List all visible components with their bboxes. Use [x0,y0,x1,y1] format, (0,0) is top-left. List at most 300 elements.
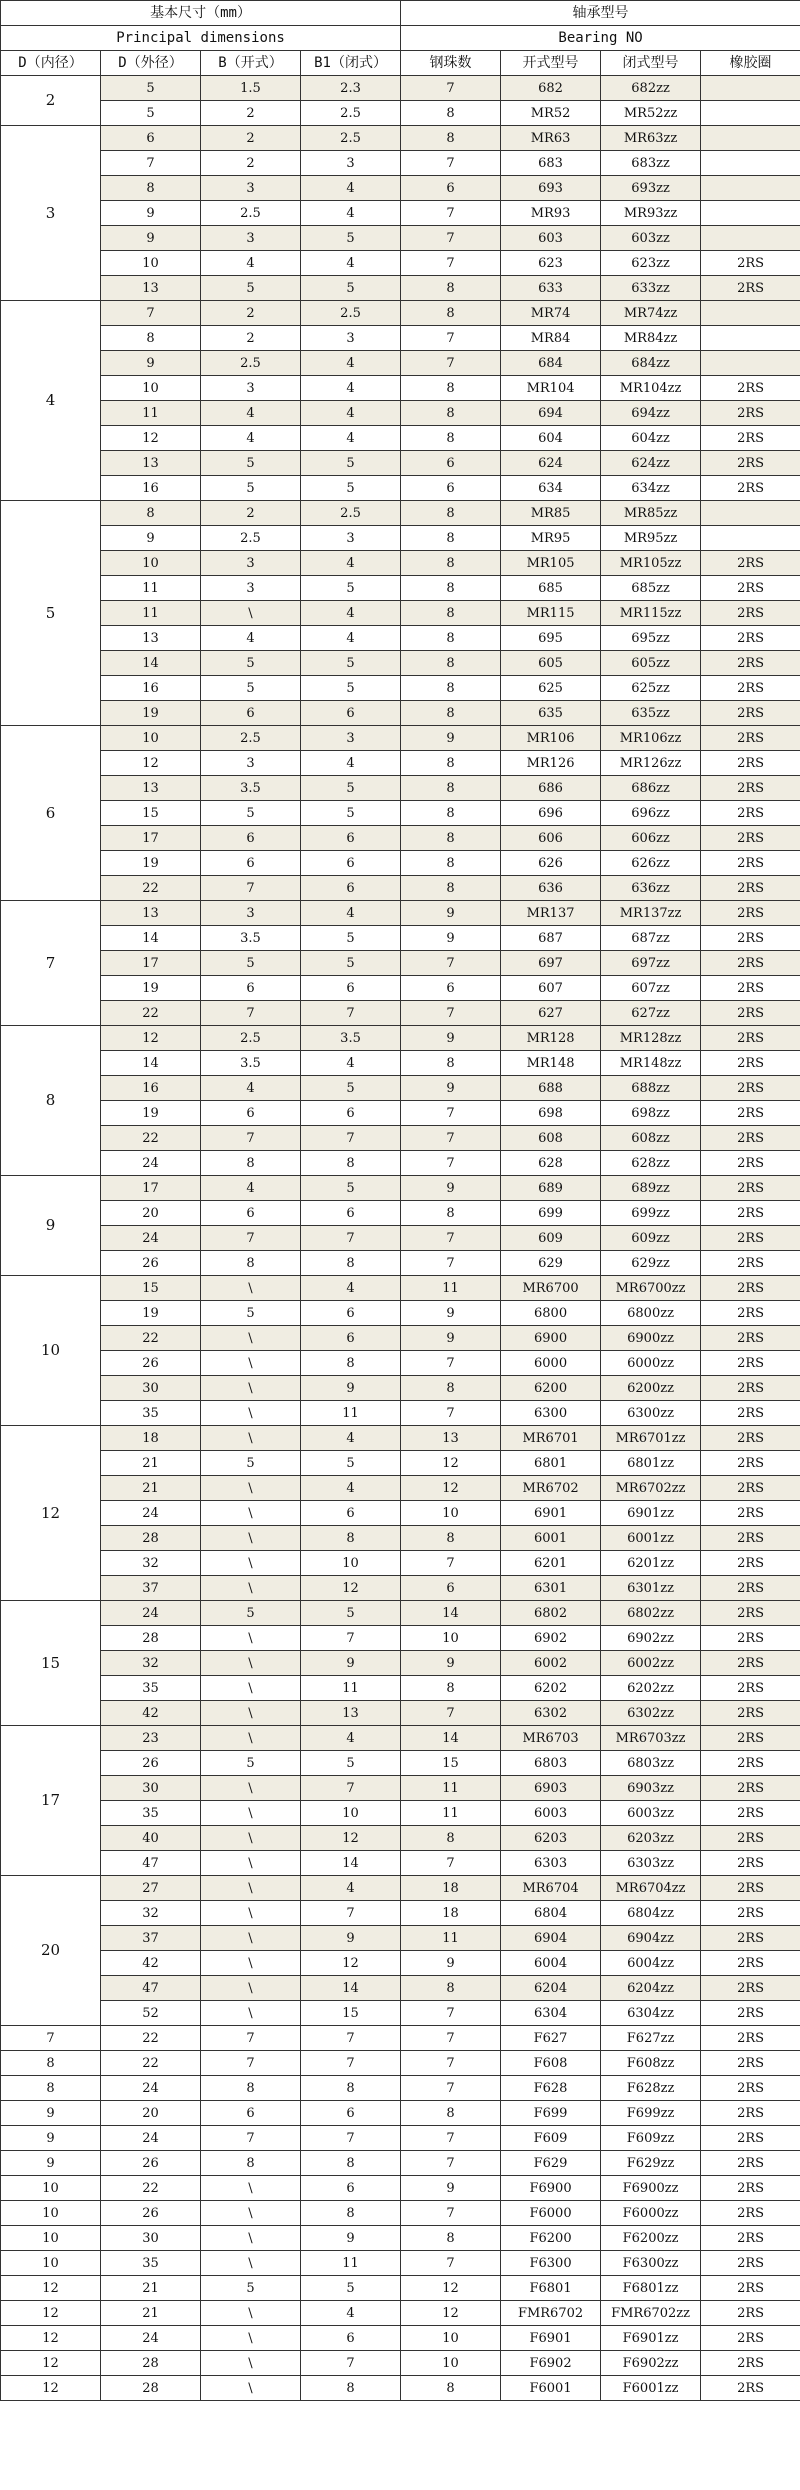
open-model-cell: MR6704 [501,1876,601,1901]
ball-count-cell: 8 [401,701,501,726]
closed-model-cell: 6303zz [601,1851,701,1876]
width-closed-cell: 5 [301,476,401,501]
ball-count-cell: 10 [401,1501,501,1526]
ball-count-cell: 8 [401,826,501,851]
ball-count-cell: 7 [401,2001,501,2026]
outer-diameter-cell: 22 [101,1126,201,1151]
ball-count-cell: 18 [401,1901,501,1926]
width-closed-cell: 4 [301,1276,401,1301]
outer-diameter-cell: 11 [101,576,201,601]
table-row [1,576,800,601]
open-model-cell: 6003 [501,1801,601,1826]
open-model-cell: 6301 [501,1576,601,1601]
rubber-seal-cell: 2RS [701,1426,800,1451]
width-open-cell: 3 [201,576,301,601]
width-open-cell: 4 [201,251,301,276]
width-open-cell: 3 [201,901,301,926]
table-row [1,251,800,276]
rubber-seal-cell: 2RS [701,2176,800,2201]
width-open-cell: 7 [201,2026,301,2051]
table-row [1,526,800,551]
width-closed-cell: 4 [301,351,401,376]
width-closed-cell: 5 [301,2276,401,2301]
width-open-cell: 5 [201,1451,301,1476]
table-row [1,1176,800,1201]
width-closed-cell: 4 [301,1876,401,1901]
outer-diameter-cell: 24 [101,1501,201,1526]
width-closed-cell: 7 [301,1776,401,1801]
outer-diameter-cell: 19 [101,1301,201,1326]
width-open-cell: \ [201,2201,301,2226]
table-row [1,2301,800,2326]
rubber-seal-cell: 2RS [701,676,800,701]
inner-diameter-cell: 12 [1,2326,101,2351]
rubber-seal-cell: 2RS [701,1976,800,2001]
width-closed-cell: 14 [301,1851,401,1876]
rubber-seal-cell: 2RS [701,1626,800,1651]
outer-diameter-cell: 28 [101,2376,201,2401]
width-open-cell: 5 [201,1751,301,1776]
width-open-cell: 7 [201,876,301,901]
ball-count-cell: 9 [401,926,501,951]
outer-diameter-cell: 22 [101,1326,201,1351]
width-open-cell: 6 [201,826,301,851]
outer-diameter-cell: 37 [101,1576,201,1601]
outer-diameter-cell: 21 [101,2301,201,2326]
width-open-cell: 5 [201,451,301,476]
ball-count-cell: 9 [401,1326,501,1351]
ball-count-cell: 8 [401,501,501,526]
closed-model-cell: 625zz [601,676,701,701]
inner-diameter-cell: 10 [1,2201,101,2226]
table-row [1,1276,800,1301]
width-closed-cell: 7 [301,2351,401,2376]
outer-diameter-cell: 9 [101,201,201,226]
ball-count-cell: 7 [401,2076,501,2101]
width-open-cell: 3.5 [201,776,301,801]
outer-diameter-cell: 10 [101,376,201,401]
rubber-seal-cell: 2RS [701,251,800,276]
rubber-seal-cell: 2RS [701,451,800,476]
width-open-cell: \ [201,1551,301,1576]
rubber-seal-cell: 2RS [701,1101,800,1126]
table-row [1,2001,800,2026]
table-row [1,1551,800,1576]
open-model-cell: MR104 [501,376,601,401]
inner-diameter-cell: 20 [1,1876,101,2026]
open-model-cell: F628 [501,2076,601,2101]
closed-model-cell: 693zz [601,176,701,201]
ball-count-cell: 6 [401,976,501,1001]
width-open-cell: 2.5 [201,201,301,226]
outer-diameter-cell: 13 [101,626,201,651]
table-row [1,1776,800,1801]
closed-model-cell: 6901zz [601,1501,701,1526]
width-open-cell: \ [201,1576,301,1601]
rubber-seal-cell: 2RS [701,1076,800,1101]
width-open-cell: 3 [201,376,301,401]
width-closed-cell: 4 [301,376,401,401]
rubber-seal-cell: 2RS [701,801,800,826]
closed-model-cell: 6304zz [601,2001,701,2026]
table-row [1,2226,800,2251]
ball-count-cell: 7 [401,1551,501,1576]
table-row [1,2326,800,2351]
outer-diameter-cell: 21 [101,1451,201,1476]
width-open-cell: 7 [201,1001,301,1026]
table-row [1,2126,800,2151]
open-model-cell: 6303 [501,1851,601,1876]
basic-dims-header: 基本尺寸（mm） [1,1,401,26]
open-model-cell: 688 [501,1076,601,1101]
outer-diameter-cell: 15 [101,801,201,826]
rubber-seal-cell: 2RS [701,1576,800,1601]
outer-diameter-cell: 10 [101,551,201,576]
rubber-seal-cell: 2RS [701,751,800,776]
rubber-seal-cell: 2RS [701,1326,800,1351]
table-row [1,826,800,851]
closed-model-cell: 628zz [601,1151,701,1176]
ball-count-cell: 8 [401,626,501,651]
open-model-cell: MR148 [501,1051,601,1076]
closed-model-cell: MR85zz [601,501,701,526]
rubber-seal-cell: 2RS [701,1501,800,1526]
table-row [1,276,800,301]
width-open-cell: \ [201,1676,301,1701]
width-closed-cell: 3 [301,526,401,551]
closed-model-cell: MR6701zz [601,1426,701,1451]
inner-diameter-cell: 12 [1,2276,101,2301]
ball-count-cell: 8 [401,851,501,876]
width-closed-cell: 7 [301,2051,401,2076]
width-closed-cell: 10 [301,1551,401,1576]
ball-count-cell: 7 [401,326,501,351]
width-open-cell: \ [201,2176,301,2201]
inner-diameter-cell: 8 [1,2051,101,2076]
rubber-seal-cell: 2RS [701,476,800,501]
width-closed-cell: 2.5 [301,301,401,326]
open-model-cell: 687 [501,926,601,951]
closed-model-cell: 624zz [601,451,701,476]
width-closed-cell: 13 [301,1701,401,1726]
closed-model-cell: F6900zz [601,2176,701,2201]
width-closed-cell: 8 [301,2201,401,2226]
width-closed-cell: 3.5 [301,1026,401,1051]
width-closed-cell: 8 [301,1351,401,1376]
outer-diameter-cell: 30 [101,1376,201,1401]
closed-model-cell: 627zz [601,1001,701,1026]
closed-model-cell: 605zz [601,651,701,676]
table-row [1,651,800,676]
table-row [1,2151,800,2176]
table-row [1,751,800,776]
closed-model-cell: MR104zz [601,376,701,401]
table-row [1,1576,800,1601]
rubber-seal-cell: 2RS [701,626,800,651]
ball-count-cell: 12 [401,2276,501,2301]
open-model-cell: 624 [501,451,601,476]
ball-count-cell: 7 [401,1101,501,1126]
closed-model-cell: F6300zz [601,2251,701,2276]
width-closed-cell: 5 [301,801,401,826]
outer-diameter-cell: 7 [101,151,201,176]
width-closed-cell: 5 [301,1601,401,1626]
open-model-cell: 6800 [501,1301,601,1326]
width-closed-cell: 8 [301,2151,401,2176]
col-header-b1-closed: B1（闭式） [301,51,401,76]
table-row [1,1201,800,1226]
ball-count-cell: 8 [401,776,501,801]
closed-model-cell: 685zz [601,576,701,601]
table-row [1,1426,800,1451]
outer-diameter-cell: 10 [101,251,201,276]
table-row [1,1976,800,2001]
open-model-cell: 626 [501,851,601,876]
closed-model-cell: 687zz [601,926,701,951]
closed-model-cell: MR128zz [601,1026,701,1051]
ball-count-cell: 9 [401,726,501,751]
width-open-cell: \ [201,1501,301,1526]
closed-model-cell: 6800zz [601,1301,701,1326]
ball-count-cell: 9 [401,1651,501,1676]
ball-count-cell: 9 [401,1026,501,1051]
table-row [1,2251,800,2276]
closed-model-cell: F6901zz [601,2326,701,2351]
outer-diameter-cell: 35 [101,1676,201,1701]
rubber-seal-cell: 2RS [701,1301,800,1326]
closed-model-cell: MR106zz [601,726,701,751]
outer-diameter-cell: 17 [101,951,201,976]
open-model-cell: FMR6702 [501,2301,601,2326]
width-closed-cell: 5 [301,1076,401,1101]
rubber-seal-cell: 2RS [701,701,800,726]
rubber-seal-cell: 2RS [701,2301,800,2326]
header-row-1 [1,1,800,26]
outer-diameter-cell: 26 [101,1751,201,1776]
outer-diameter-cell: 20 [101,2101,201,2126]
width-closed-cell: 4 [301,751,401,776]
rubber-seal-cell: 2RS [701,2101,800,2126]
ball-count-cell: 8 [401,276,501,301]
outer-diameter-cell: 16 [101,676,201,701]
table-row [1,976,800,1001]
table-row [1,551,800,576]
closed-model-cell: 6903zz [601,1776,701,1801]
open-model-cell: 6204 [501,1976,601,2001]
closed-model-cell: 635zz [601,701,701,726]
ball-count-cell: 7 [401,1151,501,1176]
width-open-cell: 7 [201,2051,301,2076]
inner-diameter-cell: 12 [1,2376,101,2401]
ball-count-cell: 6 [401,476,501,501]
rubber-seal-cell: 2RS [701,551,800,576]
outer-diameter-cell: 9 [101,226,201,251]
width-open-cell: 4 [201,1176,301,1201]
inner-diameter-cell: 8 [1,1026,101,1176]
rubber-seal-cell: 2RS [701,376,800,401]
closed-model-cell: MR126zz [601,751,701,776]
closed-model-cell: 607zz [601,976,701,1001]
width-closed-cell: 14 [301,1976,401,2001]
width-closed-cell: 5 [301,576,401,601]
ball-count-cell: 9 [401,1076,501,1101]
width-open-cell: \ [201,1851,301,1876]
inner-diameter-cell: 9 [1,1176,101,1276]
open-model-cell: MR6701 [501,1426,601,1451]
width-closed-cell: 5 [301,276,401,301]
rubber-seal-cell: 2RS [701,876,800,901]
width-open-cell: \ [201,2301,301,2326]
closed-model-cell: F627zz [601,2026,701,2051]
closed-model-cell: 694zz [601,401,701,426]
outer-diameter-cell: 18 [101,1426,201,1451]
rubber-seal-cell: 2RS [701,1676,800,1701]
outer-diameter-cell: 24 [101,1601,201,1626]
open-model-cell: F6200 [501,2226,601,2251]
width-open-cell: \ [201,1926,301,1951]
closed-model-cell: MR93zz [601,201,701,226]
rubber-seal-cell: 2RS [701,726,800,751]
width-open-cell: 2 [201,101,301,126]
rubber-seal-cell [701,151,800,176]
closed-model-cell: MR105zz [601,551,701,576]
closed-model-cell: FMR6702zz [601,2301,701,2326]
width-open-cell: 8 [201,2076,301,2101]
open-model-cell: F627 [501,2026,601,2051]
table-row [1,2076,800,2101]
rubber-seal-cell [701,176,800,201]
width-open-cell: 6 [201,2101,301,2126]
table-row [1,1151,800,1176]
open-model-cell: MR74 [501,301,601,326]
closed-model-cell: 697zz [601,951,701,976]
width-open-cell: 3 [201,551,301,576]
width-closed-cell: 5 [301,1176,401,1201]
ball-count-cell: 7 [401,2026,501,2051]
ball-count-cell: 7 [401,226,501,251]
rubber-seal-cell: 2RS [701,576,800,601]
width-closed-cell: 10 [301,1801,401,1826]
table-row [1,1326,800,1351]
width-closed-cell: 4 [301,176,401,201]
ball-count-cell: 7 [401,2251,501,2276]
width-closed-cell: 4 [301,1051,401,1076]
inner-diameter-cell: 10 [1,2251,101,2276]
open-model-cell: MR106 [501,726,601,751]
ball-count-cell: 10 [401,2326,501,2351]
outer-diameter-cell: 17 [101,1176,201,1201]
rubber-seal-cell [701,101,800,126]
open-model-cell: MR84 [501,326,601,351]
table-row [1,926,800,951]
table-row [1,1926,800,1951]
ball-count-cell: 8 [401,526,501,551]
outer-diameter-cell: 14 [101,1051,201,1076]
outer-diameter-cell: 24 [101,1226,201,1251]
ball-count-cell: 7 [401,351,501,376]
table-row [1,476,800,501]
open-model-cell: 6901 [501,1501,601,1526]
width-open-cell: \ [201,1326,301,1351]
width-closed-cell: 9 [301,1376,401,1401]
width-closed-cell: 6 [301,1301,401,1326]
width-closed-cell: 15 [301,2001,401,2026]
outer-diameter-cell: 12 [101,426,201,451]
table-row [1,226,800,251]
width-open-cell: \ [201,1776,301,1801]
col-header-ball-count: 钢珠数 [401,51,501,76]
open-model-cell: 6004 [501,1951,601,1976]
open-model-cell: 6802 [501,1601,601,1626]
table-row [1,151,800,176]
rubber-seal-cell: 2RS [701,1776,800,1801]
width-open-cell: 7 [201,2126,301,2151]
width-open-cell: 2.5 [201,526,301,551]
closed-model-cell: MR6702zz [601,1476,701,1501]
open-model-cell: 693 [501,176,601,201]
outer-diameter-cell: 22 [101,2026,201,2051]
inner-diameter-cell: 9 [1,2101,101,2126]
width-open-cell: 7 [201,1226,301,1251]
table-row [1,351,800,376]
open-model-cell: F699 [501,2101,601,2126]
table-row [1,1901,800,1926]
table-row [1,76,800,101]
rubber-seal-cell: 2RS [701,1226,800,1251]
col-header-inner-d: D（内径） [1,51,101,76]
table-row [1,1476,800,1501]
ball-count-cell: 8 [401,601,501,626]
closed-model-cell: 682zz [601,76,701,101]
width-closed-cell: 3 [301,326,401,351]
ball-count-cell: 8 [401,426,501,451]
table-row [1,1251,800,1276]
width-closed-cell: 9 [301,2226,401,2251]
column-header-row [1,51,800,76]
width-closed-cell: 8 [301,1526,401,1551]
width-closed-cell: 6 [301,701,401,726]
width-open-cell: 4 [201,426,301,451]
outer-diameter-cell: 8 [101,326,201,351]
rubber-seal-cell: 2RS [701,1526,800,1551]
rubber-seal-cell: 2RS [701,1476,800,1501]
ball-count-cell: 14 [401,1726,501,1751]
rubber-seal-cell: 2RS [701,1876,800,1901]
width-open-cell: 5 [201,276,301,301]
ball-count-cell: 15 [401,1751,501,1776]
ball-count-cell: 12 [401,1476,501,1501]
table-row [1,1376,800,1401]
outer-diameter-cell: 13 [101,276,201,301]
open-model-cell: 606 [501,826,601,851]
width-closed-cell: 5 [301,951,401,976]
inner-diameter-cell: 12 [1,2301,101,2326]
rubber-seal-cell: 2RS [701,2276,800,2301]
width-closed-cell: 4 [301,1476,401,1501]
inner-diameter-cell: 9 [1,2151,101,2176]
closed-model-cell: 689zz [601,1176,701,1201]
ball-count-cell: 9 [401,2176,501,2201]
width-open-cell: 6 [201,701,301,726]
ball-count-cell: 10 [401,2351,501,2376]
rubber-seal-cell: 2RS [701,776,800,801]
outer-diameter-cell: 5 [101,76,201,101]
ball-count-cell: 12 [401,2301,501,2326]
ball-count-cell: 14 [401,1601,501,1626]
ball-count-cell: 7 [401,1126,501,1151]
table-row [1,1051,800,1076]
ball-count-cell: 7 [401,1851,501,1876]
